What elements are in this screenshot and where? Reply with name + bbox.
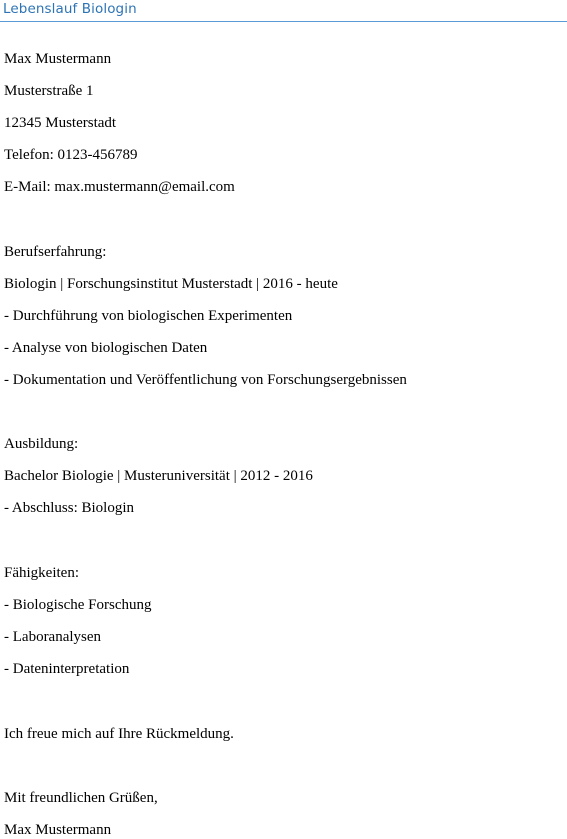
skills-heading: Fähigkeiten: xyxy=(4,565,79,581)
contact-phone: Telefon: 0123-456789 xyxy=(4,147,138,163)
skills-bullet: - Dateninterpretation xyxy=(4,661,130,677)
document-title: Lebenslauf Biologin xyxy=(3,1,137,17)
skills-bullet: - Laboranalysen xyxy=(4,629,102,645)
experience-bullet: - Dokumentation und Veröffentlichung von Forschungsergebnissen xyxy=(4,372,407,388)
document-header xyxy=(0,0,567,24)
closing-greeting: Mit freundlichen Grüßen, xyxy=(4,790,158,806)
skills-bullet: - Biologische Forschung xyxy=(4,597,152,613)
title-underline xyxy=(0,21,567,22)
closing-sentence: Ich freue mich auf Ihre Rückmeldung. xyxy=(4,726,234,742)
experience-heading: Berufserfahrung: xyxy=(4,244,107,260)
contact-street: Musterstraße 1 xyxy=(4,83,94,99)
education-degree: Bachelor Biologie | Musteruniversität | 2012 - 2016 xyxy=(4,468,313,484)
experience-bullet: - Analyse von biologischen Daten xyxy=(4,340,208,356)
experience-bullet: - Durchführung von biologischen Experimenten xyxy=(4,308,293,324)
education-bullet: - Abschluss: Biologin xyxy=(4,500,135,516)
contact-name: Max Mustermann xyxy=(4,51,112,67)
contact-city: 12345 Musterstadt xyxy=(4,115,117,131)
contact-email: E-Mail: max.mustermann@email.com xyxy=(4,179,235,195)
signature-name: Max Mustermann xyxy=(4,822,112,838)
education-heading: Ausbildung: xyxy=(4,436,79,452)
experience-position: Biologin | Forschungsinstitut Musterstadt | 2016 - heute xyxy=(4,276,338,292)
